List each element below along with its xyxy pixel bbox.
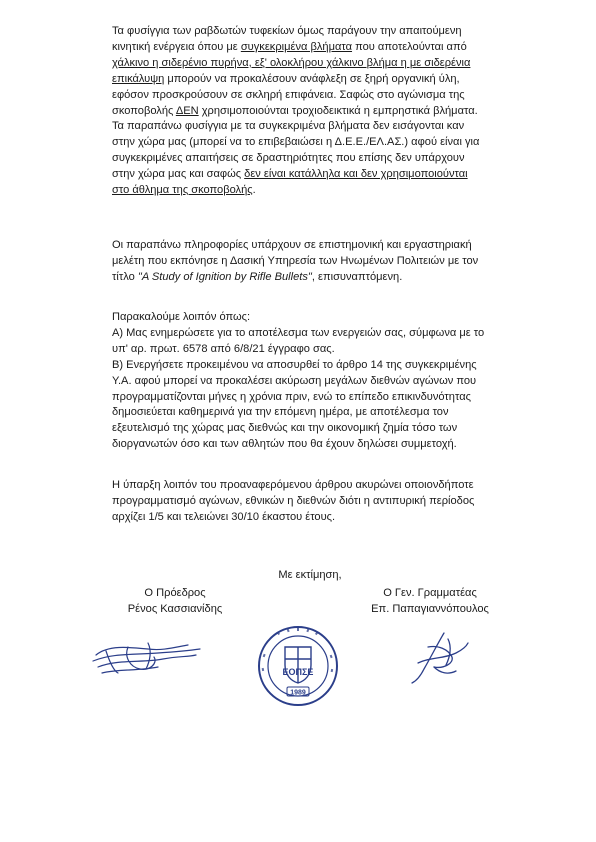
text-line: σκοποβολής ΔΕΝ χρησιμοποιούνται τροχιοδεικτικά η εμπρηστικά βλήματα.	[112, 104, 478, 117]
secretary-name: Επ. Παπαγιαννόπουλος	[371, 603, 489, 615]
underlined-phrase: ΔΕΝ	[175, 104, 199, 117]
text-line: Α) Μας ενημερώσετε για το αποτέλεσμα των ενεργειών σας, σύμφωνα με το	[112, 326, 485, 339]
text-line: στο άθλημα της σκοποβολής.	[112, 184, 256, 197]
text-line: εξευτελισμό της χώρας μας διεθνώς και την οικονομική ζημία τόσο των	[112, 422, 458, 435]
text-line: υπ' αρ. πρωτ. 6578 από 6/8/21 έγγραφο σας.	[112, 342, 335, 355]
underlined-phrase: συγκεκριμένα βλήματα	[240, 40, 353, 53]
text-line: συγκεκριμένες απαιτήσεις σε δραστηριότητες που επίσης δεν υπάρχουν	[112, 152, 465, 165]
secretary-role: Ο Γεν. Γραμματέας	[383, 587, 477, 599]
paragraph-requests	[112, 310, 552, 453]
association-seal-stamp	[257, 625, 339, 707]
text-line: αρχίζει 1/5 και τελειώνει 30/10 έκαστου έτους.	[112, 510, 336, 523]
text-line: κινητική ενέργεια όπου με συγκεκριμένα βλήματα που αποτελούνται από	[112, 40, 467, 53]
text-line: Τα φυσίγγια των ραβδωτών τυφεκίων όμως παράγουν την απαιτούμενη	[112, 25, 462, 37]
secretary-block	[340, 585, 520, 617]
underlined-phrase: δεν είναι κατάλληλα και δεν χρησιμοποιούνται	[244, 168, 468, 181]
paragraph-rifle-bullets	[112, 24, 552, 199]
text-line: Παρακαλούμε λοιπόν όπως:	[112, 311, 251, 323]
president-signature	[88, 633, 208, 679]
closing-salutation: Με εκτίμηση,	[278, 569, 342, 581]
text-line: διοργανωτών όσο και των αθλητών που θα έχουν δηλώσει συμμετοχή.	[112, 438, 457, 451]
president-block	[90, 585, 260, 617]
text-line: δημοσιεύεται καθημερινά για την επόμενη ημέρα, με αποτέλεσμα τον	[112, 406, 449, 419]
secretary-signature	[398, 627, 478, 687]
text-line: προγραμματίζονται μήνες η χρόνια πριν, ενώ το επίπεδο επικινδυνότητας	[112, 390, 471, 403]
text-line: Β) Ενεργήσετε προκειμένου να αποσυρθεί το άρθρο 14 της συγκεκριμένης	[112, 358, 477, 371]
text-line: μελέτη που εκπόνησε η Δασική Υπηρεσία των Ηνωμένων Πολιτειών με τον	[112, 254, 479, 267]
text-line: Τα παραπάνω φυσίγγια με τα συγκεκριμένα βλήματα δεν εισάγονται καν	[112, 120, 465, 133]
president-role: Ο Πρόεδρος	[144, 587, 206, 599]
seal-emblem-text: ΕΟΠΣΕ	[282, 667, 314, 677]
seal-year: 1989	[290, 689, 306, 697]
text-line: τίτλο "A Study of Ignition by Rifle Bullets", επισυναπτόμενη.	[112, 270, 403, 283]
text-line: Οι παραπάνω πληροφορίες υπάρχουν σε επιστημονική και εργαστηριακή	[112, 239, 472, 251]
text-line: στην χώρα μας (μπορεί να το επιβεβαιώσει η Δ.Ε.Ε./ΕΛ.ΑΣ.) αφού είναι για	[112, 136, 480, 149]
text-line: επικάλυψη μπορούν να προκαλέσουν ανάφλεξη σε ξηρή οργανική ύλη,	[112, 72, 460, 85]
president-name: Ρένος Κασσιανίδης	[127, 603, 223, 615]
underlined-phrase: χάλκινο η σιδερένιο πυρήνα, εξ' ολοκλήρου χάλκινο βλήμα η με σιδερένια	[112, 56, 471, 69]
study-title: "A Study of Ignition by Rifle Bullets"	[137, 270, 312, 283]
text-line	[112, 56, 552, 72]
paragraph-study-reference	[112, 238, 552, 286]
text-line: Η ύπαρξη λοιπόν του προαναφερόμενου άρθρου ακυρώνει οποιονδήποτε	[112, 479, 474, 491]
text-line: Υ.Α. αφού μπορεί να προκαλέσει ακύρωση μεγάλων διεθνών αγώνων που	[112, 374, 477, 387]
underlined-phrase: στο άθλημα της σκοποβολής	[112, 184, 253, 197]
paragraph-conclusion	[112, 478, 552, 526]
text-line: στην χώρα μας και σαφώς δεν είναι κατάλληλα και δεν χρησιμοποιούνται	[112, 168, 468, 181]
text-line: προγραμματισμό αγώνων, εθνικών η διεθνών διότι η αντιπυρική περίοδος	[112, 494, 475, 507]
text-line: εφόσον προσκρούσουν σε σκληρή επιφάνεια. Σαφώς στο αγώνισμα της	[112, 88, 465, 101]
underlined-phrase: επικάλυψη	[112, 72, 165, 85]
